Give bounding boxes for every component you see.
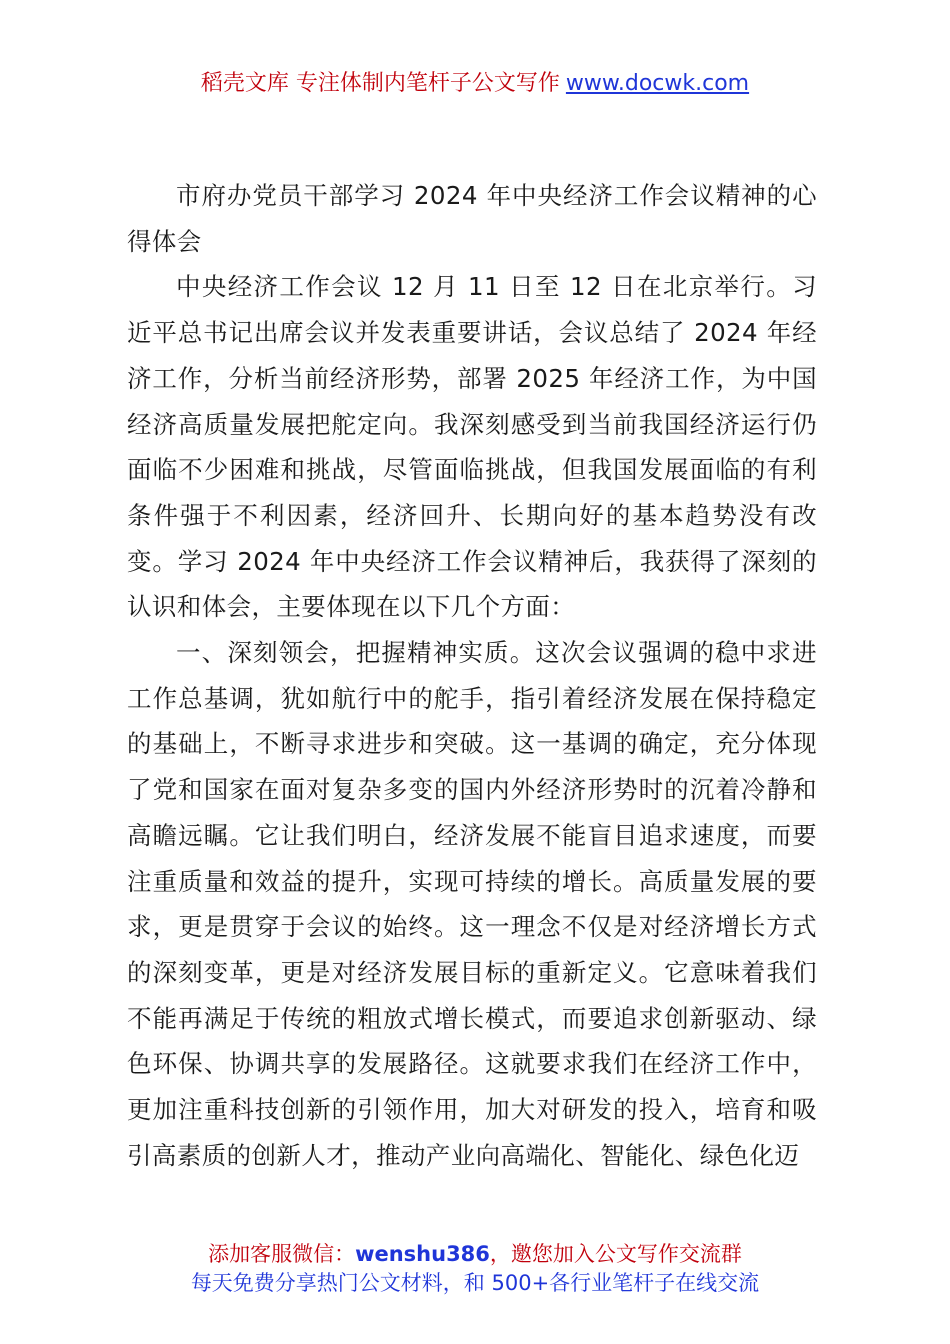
footer-wechat-id: wenshu386 <box>355 1242 490 1266</box>
footer-promo-line: 每天免费分享热门公文材料，和 500+各行业笔杆子在线交流 <box>190 1271 760 1295</box>
footer-contact-line <box>0 1240 950 1269</box>
document-body <box>127 173 817 1178</box>
footer-contact-prefix: 添加客服微信： <box>208 1242 356 1266</box>
page-footer <box>0 1240 950 1298</box>
footer-contact-suffix: ，邀您加入公文写作交流群 <box>489 1242 742 1266</box>
header-brand-text: 稻壳文库 专注体制内笔杆子公文写作 <box>200 71 560 96</box>
document-title: 市府办党员干部学习 2024 年中央经济工作会议精神的心得体会 <box>127 181 817 256</box>
header-website-link[interactable]: www.docwk.com <box>565 71 750 96</box>
paragraph-intro: 中央经济工作会议 12 月 11 日至 12 日在北京举行。习近平总书记出席会议并发表重要讲话，会议总结了 2024 年经济工作，分析当前经济形势，部署 2025 年经济工作，为中国经济高质量发展把舵定向。我深刻感受到当前我国经济运行仍面临不少困难和挑战，尽管面临挑战，但我国发展面临的有利条件强于不利因素，经济回升、长期向好的基本趋势没有改变。学习 2024 年中央经济工作会议精神后，我获得了深刻的认识和体会，主要体现在以下几个方面： <box>127 272 817 622</box>
page-header <box>0 68 950 100</box>
paragraph-section-one: 一、深刻领会，把握精神实质。这次会议强调的稳中求进工作总基调，犹如航行中的舵手，指引着经济发展在保持稳定的基础上，不断寻求进步和突破。这一基调的确定，充分体现了党和国家在面对复杂多变的国内外经济形势时的沉着冷静和高瞻远瞩。它让我们明白，经济发展不能盲目追求速度，而要注重质量和效益的提升，实现可持续的增长。高质量发展的要求，更是贯穿于会议的始终。这一理念不仅是对经济增长方式的深刻变革，更是对经济发展目标的重新定义。它意味着我们不能再满足于传统的粗放式增长模式，而要追求创新驱动、绿色环保、协调共享的发展路径。这就要求我们在经济工作中，更加注重科技创新的引领作用，加大对研发的投入，培育和吸引高素质的创新人才，推动产业向高端化、智能化、绿色化迈 <box>127 638 817 1170</box>
